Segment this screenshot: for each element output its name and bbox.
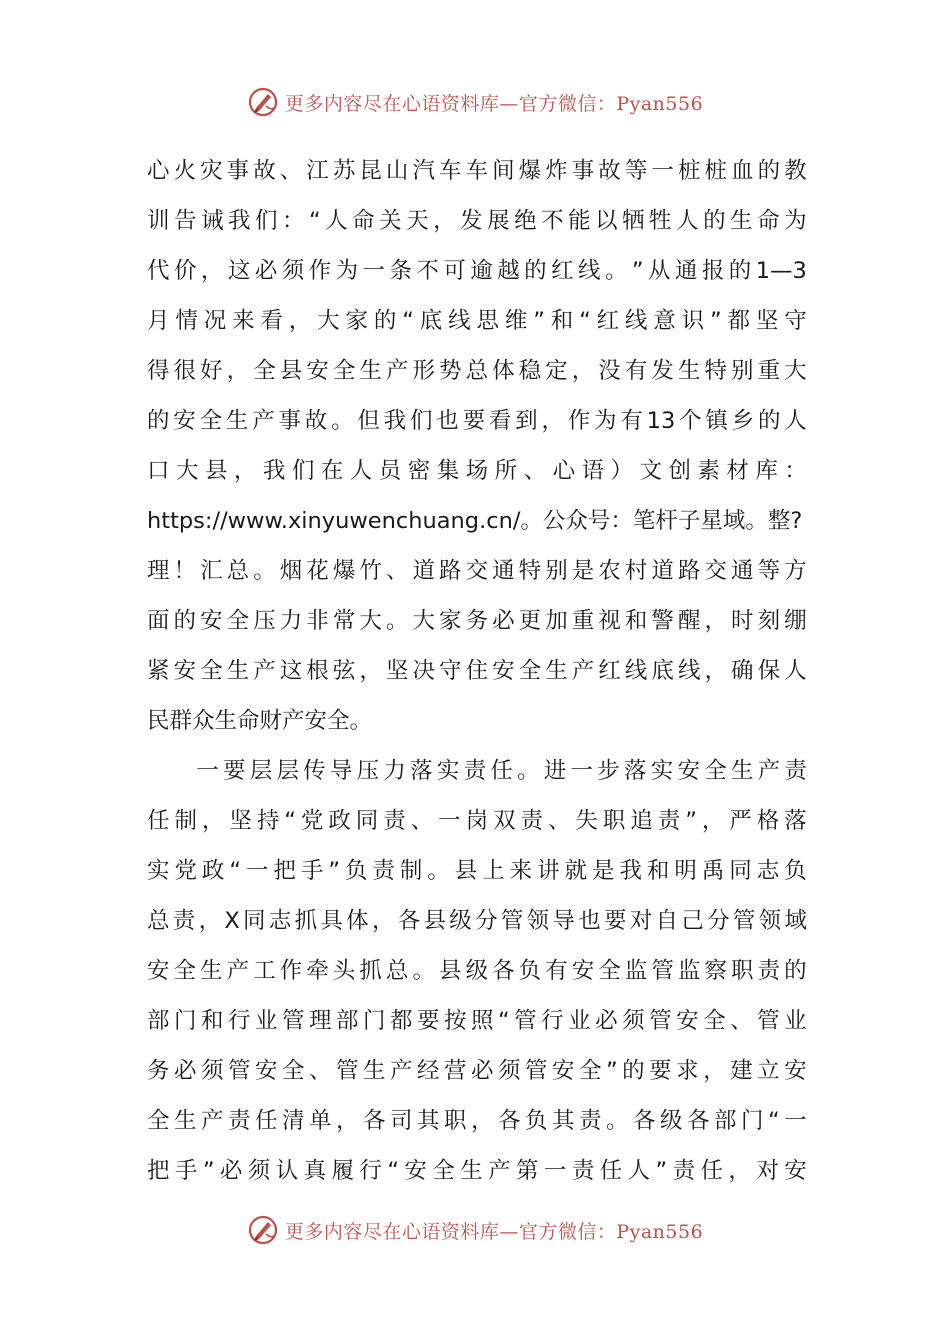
text-line: 把 手 ” 必 须 认 真 履 行 “ 安 全 生 产 第 一 责 任 人 ” 责 任 ， 对 安	[147, 1158, 807, 1184]
text-line-paragraph-end: 民群众生命财产安全。	[147, 708, 373, 734]
header-banner-text: 更多内容尽在心语资料库—官方微信：Pyan556	[284, 92, 704, 115]
text-line-url: https://www.xinyuwenchuang.cn/。公众号：笔杆子星域。整?	[147, 508, 803, 534]
text-line: 月 情 况 来 看 ， 大 家 的 “ 底 线 思 维 ” 和 “ 红 线 意 识 ” 都 坚 守	[147, 308, 807, 334]
text-line: 的 安 全 生 产 事 故 。 但 我 们 也 要 看 到 ， 作 为 有 13 个 镇 乡 的 人	[147, 408, 807, 434]
text-line: 口 大 县 ， 我 们 在 人 员 密 集 场 所 、 心 语 ） 文 创 素 材 库 ：	[147, 458, 807, 484]
text-line: 理 ！ 汇 总 。 烟 花 爆 竹 、 道 路 交 通 特 别 是 农 村 道 路 交 通 等 方	[147, 558, 807, 584]
text-line: 全 生 产 责 任 清 单 ， 各 司 其 职 ， 各 负 其 责 。 各 级 各 部 门 “ 一	[147, 1108, 807, 1134]
footer-banner	[0, 1210, 950, 1250]
text-line: 代 价 ， 这 必 须 作 为 一 条 不 可 逾 越 的 红 线 。 ” 从 通 报 的 1—3	[147, 258, 807, 284]
pen-seal-icon	[247, 1214, 279, 1246]
pen-seal-icon	[247, 86, 279, 118]
text-line-paragraph-start: 一 要 层 层 传 导 压 力 落 实 责 任 。 进 一 步 落 实 安 全 生 产 责	[196, 758, 807, 784]
document-body	[147, 146, 807, 1196]
footer-banner-text: 更多内容尽在心语资料库—官方微信：Pyan556	[284, 1220, 704, 1243]
text-line: 任 制 ， 坚 持 “ 党 政 同 责 、 一 岗 双 责 、 失 职 追 责 ” ， 严 格 落	[147, 808, 807, 834]
text-line: 实 党 政 “ 一 把 手 ” 负 责 制 。 县 上 来 讲 就 是 我 和 明 禹 同 志 负	[147, 858, 807, 884]
text-line: 部 门 和 行 业 管 理 部 门 都 要 按 照 “ 管 行 业 必 须 管 安 全 、 管 业	[147, 1008, 807, 1034]
text-line: 总 责 ， X 同 志 抓 具 体 ， 各 县 级 分 管 领 导 也 要 对 自 己 分 管 领 域	[147, 908, 807, 934]
text-line: 训 告 诫 我 们 ： “ 人 命 关 天 ， 发 展 绝 不 能 以 牺 牲 人 的 生 命 为	[147, 208, 807, 234]
text-line: 心 火 灾 事 故 、 江 苏 昆 山 汽 车 车 间 爆 炸 事 故 等 一 桩 桩 血 的 教	[147, 158, 807, 184]
text-line: 务 必 须 管 安 全 、 管 生 产 经 营 必 须 管 安 全 ” 的 要 求 ， 建 立 安	[147, 1058, 807, 1084]
text-line: 安 全 生 产 工 作 牵 头 抓 总 。 县 级 各 负 有 安 全 监 管 监 察 职 责 的	[147, 958, 807, 984]
text-line: 得 很 好 ， 全 县 安 全 生 产 形 势 总 体 稳 定 ， 没 有 发 生 特 别 重 大	[147, 358, 807, 384]
text-line: 面 的 安 全 压 力 非 常 大 。 大 家 务 必 更 加 重 视 和 警 醒 ， 时 刻 绷	[147, 608, 807, 634]
header-banner	[0, 82, 950, 122]
text-line: 紧 安 全 生 产 这 根 弦 ， 坚 决 守 住 安 全 生 产 红 线 底 线 ， 确 保 人	[147, 658, 807, 684]
